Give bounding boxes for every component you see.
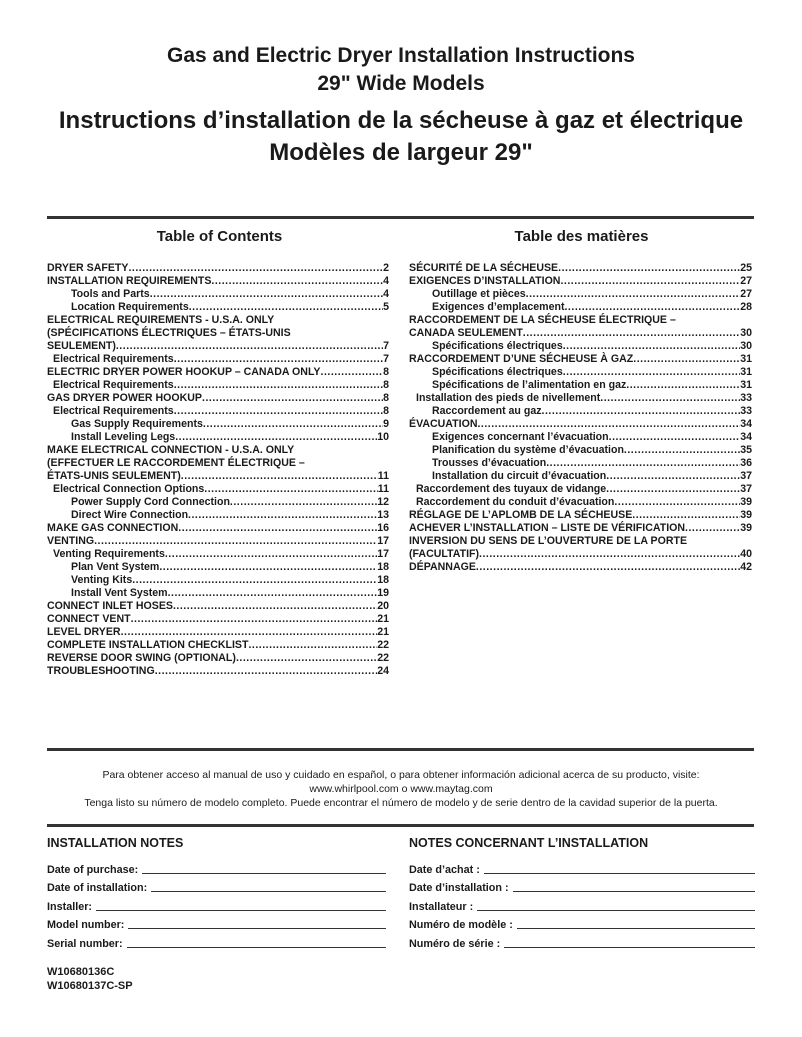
toc-entry-label: LEVEL DRYER — [47, 626, 121, 638]
toc-entry — [409, 470, 752, 483]
toc-entry-label: Location Requirements — [71, 301, 189, 313]
toc-entry-page: 34 — [740, 431, 752, 443]
toc-entry-label: MAKE ELECTRICAL CONNECTION - U.S.A. ONLY — [47, 444, 295, 456]
toc-entry-label: Electrical Connection Options — [53, 483, 205, 495]
toc-entry-page: 5 — [383, 301, 389, 313]
toc-entry-page: 17 — [377, 548, 389, 560]
toc-dot-leader — [168, 587, 378, 600]
website-info — [0, 768, 802, 810]
toc-entry-page: 34 — [740, 418, 752, 430]
toc-entry — [47, 522, 389, 535]
toc-dot-leader — [523, 327, 740, 340]
toc-entry-label: Outillage et pièces — [432, 288, 526, 300]
toc-entry-label: GAS DRYER POWER HOOKUP — [47, 392, 202, 404]
toc-entry-label: INVERSION DU SENS DE L’OUVERTURE DE LA PORTE — [409, 535, 688, 547]
toc-entry-label: Spécifications électriques — [432, 366, 563, 378]
toc-entry-label: (FACULTATIF) — [409, 548, 480, 560]
toc-dot-leader — [685, 522, 740, 535]
toc-entry-label: Trousses d’évacuation — [432, 457, 547, 469]
toc-entry — [409, 275, 752, 288]
notes-field-blank-line[interactable] — [128, 927, 386, 929]
toc-entry-page: 21 — [377, 613, 389, 625]
notes-field-blank-line[interactable] — [96, 909, 386, 911]
toc-entry-label: Electrical Requirements — [53, 353, 174, 365]
toc-entry-label: VENTING — [47, 535, 95, 547]
toc-entry-page: 16 — [377, 522, 389, 534]
toc-entry-label: Planification du système d’évacuation — [432, 444, 624, 456]
toc-entry-label: Install Leveling Legs — [71, 431, 176, 443]
notes-fields-fr — [409, 858, 755, 951]
toc-entry-label: Spécifications de l’alimentation en gaz — [432, 379, 627, 391]
toc-dot-leader — [173, 600, 377, 613]
toc-entry-label: CONNECT INLET HOSES — [47, 600, 173, 612]
toc-entry-label: Spécifications électriques — [432, 340, 563, 352]
toc-entry-page: 22 — [377, 652, 389, 664]
toc-dot-leader — [181, 470, 378, 483]
toc-entry — [409, 392, 752, 405]
toc-entry — [47, 444, 389, 457]
toc-entry-page: 30 — [740, 327, 752, 339]
toc-dot-leader — [131, 613, 378, 626]
title-en-line1: Gas and Electric Dryer Installation Instructions — [167, 44, 635, 67]
toc-dot-leader — [203, 418, 383, 431]
website-line1: Para obtener acceso al manual de uso y cuidado en español, o para obtener información adicional acerca de su producto, visite: — [102, 769, 700, 781]
toc-dot-leader — [189, 301, 383, 314]
toc-dot-leader — [155, 665, 378, 678]
toc-entry-label: Installation des pieds de nivellement — [416, 392, 601, 404]
toc-dot-leader — [150, 288, 383, 301]
toc-entry — [47, 340, 389, 353]
notes-fields-en — [47, 858, 386, 951]
divider-notes — [47, 824, 754, 827]
toc-dot-leader — [159, 561, 377, 574]
toc-entry-page: 8 — [383, 379, 389, 391]
toc-entry-label: Electrical Requirements — [53, 405, 174, 417]
toc-entry — [409, 483, 752, 496]
toc-entry-page: 22 — [377, 639, 389, 651]
toc-entry-label: (SPÉCIFICATIONS ÉLECTRIQUES – ÉTATS-UNIS — [47, 327, 291, 339]
notes-field-label: Date of installation: — [47, 882, 148, 894]
toc-entry-label: Direct Wire Connection — [71, 509, 189, 521]
toc-dot-leader — [174, 353, 383, 366]
toc-entry-label: Tools and Parts — [71, 288, 150, 300]
toc-entry-page: 33 — [740, 405, 752, 417]
toc-entry — [409, 457, 752, 470]
toc-dot-leader — [174, 405, 383, 418]
doc-code-en: W10680136C — [47, 966, 115, 978]
title-fr-line1: Instructions d’installation de la sécheuse à gaz et électrique — [58, 107, 744, 134]
toc-entry — [47, 613, 389, 626]
toc-dot-leader — [563, 366, 740, 379]
toc-dot-leader — [632, 509, 740, 522]
notes-field-blank-line[interactable] — [477, 909, 755, 911]
notes-field-row — [47, 858, 386, 877]
toc-entry-page: 17 — [377, 535, 389, 547]
divider-middle — [47, 748, 754, 751]
toc-dot-leader — [614, 496, 740, 509]
toc-entry — [47, 366, 389, 379]
title-block — [0, 42, 802, 169]
toc-entry-label: Electrical Requirements — [53, 379, 174, 391]
toc-entry-label: ACHEVER L’INSTALLATION – LISTE DE VÉRIFICATION — [409, 522, 686, 534]
toc-entry-page: 8 — [383, 366, 389, 378]
toc-entry-label: Venting Kits — [71, 574, 133, 586]
toc-entry — [409, 522, 752, 535]
toc-entry-page: 39 — [740, 522, 752, 534]
toc-dot-leader — [600, 392, 740, 405]
notes-field-row — [47, 914, 386, 933]
toc-entry-label: Exigences concernant l’évacuation — [432, 431, 609, 443]
notes-field-label: Model number: — [47, 919, 125, 931]
notes-field-label: Date d’achat : — [409, 863, 480, 876]
toc-entry-page: 37 — [740, 483, 752, 495]
toc-dot-leader — [132, 574, 377, 587]
toc-entry-page: 39 — [740, 496, 752, 508]
toc-entry — [47, 392, 389, 405]
toc-dot-leader — [626, 379, 740, 392]
toc-dot-leader — [633, 353, 740, 366]
toc-entry-page: 31 — [740, 353, 752, 365]
toc-dot-leader — [175, 431, 377, 444]
toc-entry — [47, 353, 389, 366]
notes-heading-en: INSTALLATION NOTES — [47, 836, 184, 850]
notes-field-row — [409, 858, 755, 877]
toc-entry — [409, 509, 752, 522]
toc-entry-page: 21 — [377, 626, 389, 638]
toc-entry-label: ÉTATS-UNIS SEULEMENT) — [47, 470, 181, 482]
notes-field-blank-line[interactable] — [127, 946, 386, 948]
toc-entry-label: Installation du circuit d’évacuation — [432, 470, 607, 482]
toc-dot-leader — [204, 483, 378, 496]
divider-top — [47, 216, 754, 219]
toc-entry-page: 7 — [383, 340, 389, 352]
toc-entry-page: 39 — [740, 509, 752, 521]
toc-dot-leader — [477, 418, 740, 431]
toc-entry-label: (EFFECTUER LE RACCORDEMENT ÉLECTRIQUE – — [47, 457, 305, 469]
toc-dot-leader — [321, 366, 384, 379]
notes-field-row — [409, 895, 755, 914]
toc-entry-label: Exigences d’emplacement — [432, 301, 565, 313]
toc-dot-leader — [564, 301, 740, 314]
toc-entry-page: 37 — [740, 470, 752, 482]
toc-entry — [47, 509, 389, 522]
toc-entry — [47, 275, 389, 288]
toc-dot-leader — [188, 509, 377, 522]
toc-entry-page: 28 — [740, 301, 752, 313]
toc-entry — [47, 483, 389, 496]
document-codes — [47, 965, 133, 993]
toc-entry-label: ELECTRIC DRYER POWER HOOKUP – CANADA ONLY — [47, 366, 321, 378]
toc-entry-page: 4 — [383, 275, 389, 287]
toc-entry-label: Raccordement des tuyaux de vidange — [416, 483, 607, 495]
toc-entry — [47, 379, 389, 392]
toc-entry-label: Plan Vent System — [71, 561, 160, 573]
toc-entry-page: 27 — [740, 288, 752, 300]
toc-entry-page: 12 — [377, 496, 389, 508]
toc-dot-leader — [178, 522, 377, 535]
toc-dot-leader — [121, 626, 378, 639]
toc-dot-leader — [560, 275, 740, 288]
toc-entry — [409, 444, 752, 457]
toc-entry-label: Venting Requirements — [53, 548, 165, 560]
notes-field-blank-line[interactable] — [504, 946, 755, 948]
notes-field-label: Numéro de modèle : — [409, 919, 513, 931]
toc-entry-label: Install Vent System — [71, 587, 168, 599]
website-line3: Tenga listo su número de modelo completo. Puede encontrar el número de modelo y de serie dentro de la cavidad superior de la puerta. — [84, 797, 718, 809]
toc-entry-label: REVERSE DOOR SWING (OPTIONAL) — [47, 652, 236, 664]
toc-dot-leader — [609, 431, 741, 444]
toc-entry-page: 31 — [740, 379, 752, 391]
toc-entry — [409, 496, 752, 509]
toc-heading-fr: Table des matières — [514, 228, 649, 245]
toc-entry — [409, 405, 752, 418]
toc-entry — [47, 574, 389, 587]
toc-dot-leader — [542, 405, 741, 418]
toc-entry — [409, 353, 752, 366]
toc-entry-page: 40 — [740, 548, 752, 560]
toc-entry-page: 31 — [740, 366, 752, 378]
toc-entry-page: 11 — [377, 470, 389, 482]
notes-field-row — [47, 895, 386, 914]
toc-entry — [47, 470, 389, 483]
toc-entry-page: 25 — [740, 262, 752, 274]
toc-entry-label: MAKE GAS CONNECTION — [47, 522, 179, 534]
toc-entry-label: INSTALLATION REQUIREMENTS — [47, 275, 212, 287]
notes-field-blank-line[interactable] — [142, 872, 386, 874]
toc-list-en — [47, 262, 389, 678]
toc-entry-label: EXIGENCES D’INSTALLATION — [409, 275, 561, 287]
toc-dot-leader — [558, 262, 740, 275]
notes-field-label: Installer: — [47, 900, 93, 913]
toc-entry-page: 24 — [377, 665, 389, 677]
toc-entry-page: 8 — [383, 392, 389, 404]
toc-entry — [409, 561, 752, 574]
toc-entry — [47, 457, 389, 470]
toc-entry — [47, 327, 389, 340]
toc-entry-page: 20 — [377, 600, 389, 612]
notes-field-label: Date d’installation : — [409, 882, 509, 894]
toc-entry-label: Raccordement au gaz — [432, 405, 542, 417]
toc-entry — [409, 418, 752, 431]
toc-dot-leader — [476, 561, 740, 574]
toc-dot-leader — [128, 262, 383, 275]
toc-entry — [47, 301, 389, 314]
toc-entry — [409, 288, 752, 301]
notes-heading-fr: NOTES CONCERNANT L’INSTALLATION — [409, 836, 649, 850]
toc-entry — [409, 314, 752, 327]
toc-entry — [47, 496, 389, 509]
toc-entry — [409, 535, 752, 548]
toc-entry-label: RÉGLAGE DE L’APLOMB DE LA SÉCHEUSE — [409, 509, 633, 521]
toc-entry-page: 18 — [377, 561, 389, 573]
toc-entry — [409, 379, 752, 392]
toc-entry — [409, 366, 752, 379]
toc-entry-page: 10 — [377, 431, 389, 443]
toc-entry-label: DRYER SAFETY — [47, 262, 129, 274]
toc-dot-leader — [202, 392, 383, 405]
toc-entry — [47, 626, 389, 639]
toc-entry-page: 33 — [740, 392, 752, 404]
toc-entry-page: 27 — [740, 275, 752, 287]
toc-entry-page: 9 — [383, 418, 389, 430]
toc-entry-label: TROUBLESHOOTING — [47, 665, 155, 677]
toc-entry-label: SÉCURITÉ DE LA SÉCHEUSE — [409, 262, 559, 274]
notes-field-row — [47, 877, 386, 896]
toc-dot-leader — [606, 483, 740, 496]
toc-entry-page: 7 — [383, 353, 389, 365]
doc-code-sp: W10680137C-SP — [47, 980, 133, 992]
toc-dot-leader — [174, 379, 383, 392]
toc-entry-page: 13 — [377, 509, 389, 521]
notes-field-row — [409, 932, 755, 951]
notes-field-label: Numéro de série : — [409, 937, 501, 950]
notes-field-label: Serial number: — [47, 937, 123, 950]
toc-entry-page: 19 — [377, 587, 389, 599]
toc-dot-leader — [248, 639, 377, 652]
website-line2: www.whirlpool.com o www.maytag.com — [309, 783, 493, 795]
toc-entry — [47, 314, 389, 327]
toc-entry — [47, 535, 389, 548]
notes-field-blank-line[interactable] — [151, 890, 386, 892]
toc-dot-leader — [479, 548, 740, 561]
toc-entry-page: 30 — [740, 340, 752, 352]
toc-entry-page: 8 — [383, 405, 389, 417]
toc-dot-leader — [526, 288, 741, 301]
toc-entry — [47, 262, 389, 275]
notes-field-blank-line[interactable] — [484, 872, 755, 874]
toc-entry — [409, 340, 752, 353]
notes-field-label: Installateur : — [409, 900, 474, 913]
toc-entry-page: 2 — [383, 262, 389, 274]
toc-entry-label: Raccordement du conduit d’évacuation — [416, 496, 615, 508]
toc-list-fr — [409, 262, 752, 574]
toc-dot-leader — [116, 340, 383, 353]
toc-entry-label: CANADA SEULEMENT — [409, 327, 523, 339]
toc-entry-page: 35 — [740, 444, 752, 456]
notes-field-row — [409, 877, 755, 896]
toc-entry — [47, 288, 389, 301]
toc-entry-label: COMPLETE INSTALLATION CHECKLIST — [47, 639, 249, 651]
toc-entry-page: 36 — [740, 457, 752, 469]
toc-entry-label: Gas Supply Requirements — [71, 418, 203, 430]
toc-dot-leader — [211, 275, 383, 288]
toc-entry — [47, 639, 389, 652]
toc-entry-page: 4 — [383, 288, 389, 300]
toc-entry-page: 18 — [377, 574, 389, 586]
toc-dot-leader — [606, 470, 740, 483]
toc-entry — [47, 405, 389, 418]
toc-dot-leader — [546, 457, 740, 470]
toc-entry — [47, 652, 389, 665]
notes-field-label: Date of purchase: — [47, 863, 139, 876]
toc-dot-leader — [624, 444, 740, 457]
toc-entry-label: RACCORDEMENT DE LA SÉCHEUSE ÉLECTRIQUE – — [409, 314, 676, 326]
title-fr-line2: Modèles de largeur 29" — [269, 139, 533, 166]
toc-entry — [47, 431, 389, 444]
toc-entry — [409, 327, 752, 340]
toc-entry-label: SEULEMENT) — [47, 340, 116, 352]
toc-entry-label: ELECTRICAL REQUIREMENTS - U.S.A. ONLY — [47, 314, 275, 326]
notes-field-row — [409, 914, 755, 933]
toc-entry-label: CONNECT VENT — [47, 613, 131, 625]
toc-entry-page: 42 — [740, 561, 752, 573]
toc-entry — [47, 587, 389, 600]
toc-entry-page: 11 — [377, 483, 389, 495]
toc-entry-label: DÉPANNAGE — [409, 561, 476, 573]
notes-field-blank-line[interactable] — [517, 927, 755, 929]
notes-field-blank-line[interactable] — [513, 890, 755, 892]
toc-dot-leader — [165, 548, 377, 561]
title-en-line2: 29" Wide Models — [317, 72, 485, 95]
toc-entry — [47, 418, 389, 431]
toc-entry — [47, 600, 389, 613]
toc-entry — [47, 548, 389, 561]
toc-heading-en: Table of Contents — [156, 228, 283, 245]
toc-dot-leader — [236, 652, 377, 665]
notes-field-row — [47, 932, 386, 951]
toc-dot-leader — [563, 340, 740, 353]
toc-entry — [409, 548, 752, 561]
toc-entry — [409, 262, 752, 275]
toc-entry-label: Power Supply Cord Connection — [71, 496, 230, 508]
toc-entry — [409, 301, 752, 314]
toc-entry — [409, 431, 752, 444]
toc-entry — [47, 561, 389, 574]
toc-dot-leader — [230, 496, 377, 509]
toc-entry — [47, 665, 389, 678]
toc-entry-label: ÉVACUATION — [409, 418, 478, 430]
toc-entry-label: RACCORDEMENT D’UNE SÉCHEUSE À GAZ — [409, 353, 634, 365]
toc-dot-leader — [94, 535, 377, 548]
